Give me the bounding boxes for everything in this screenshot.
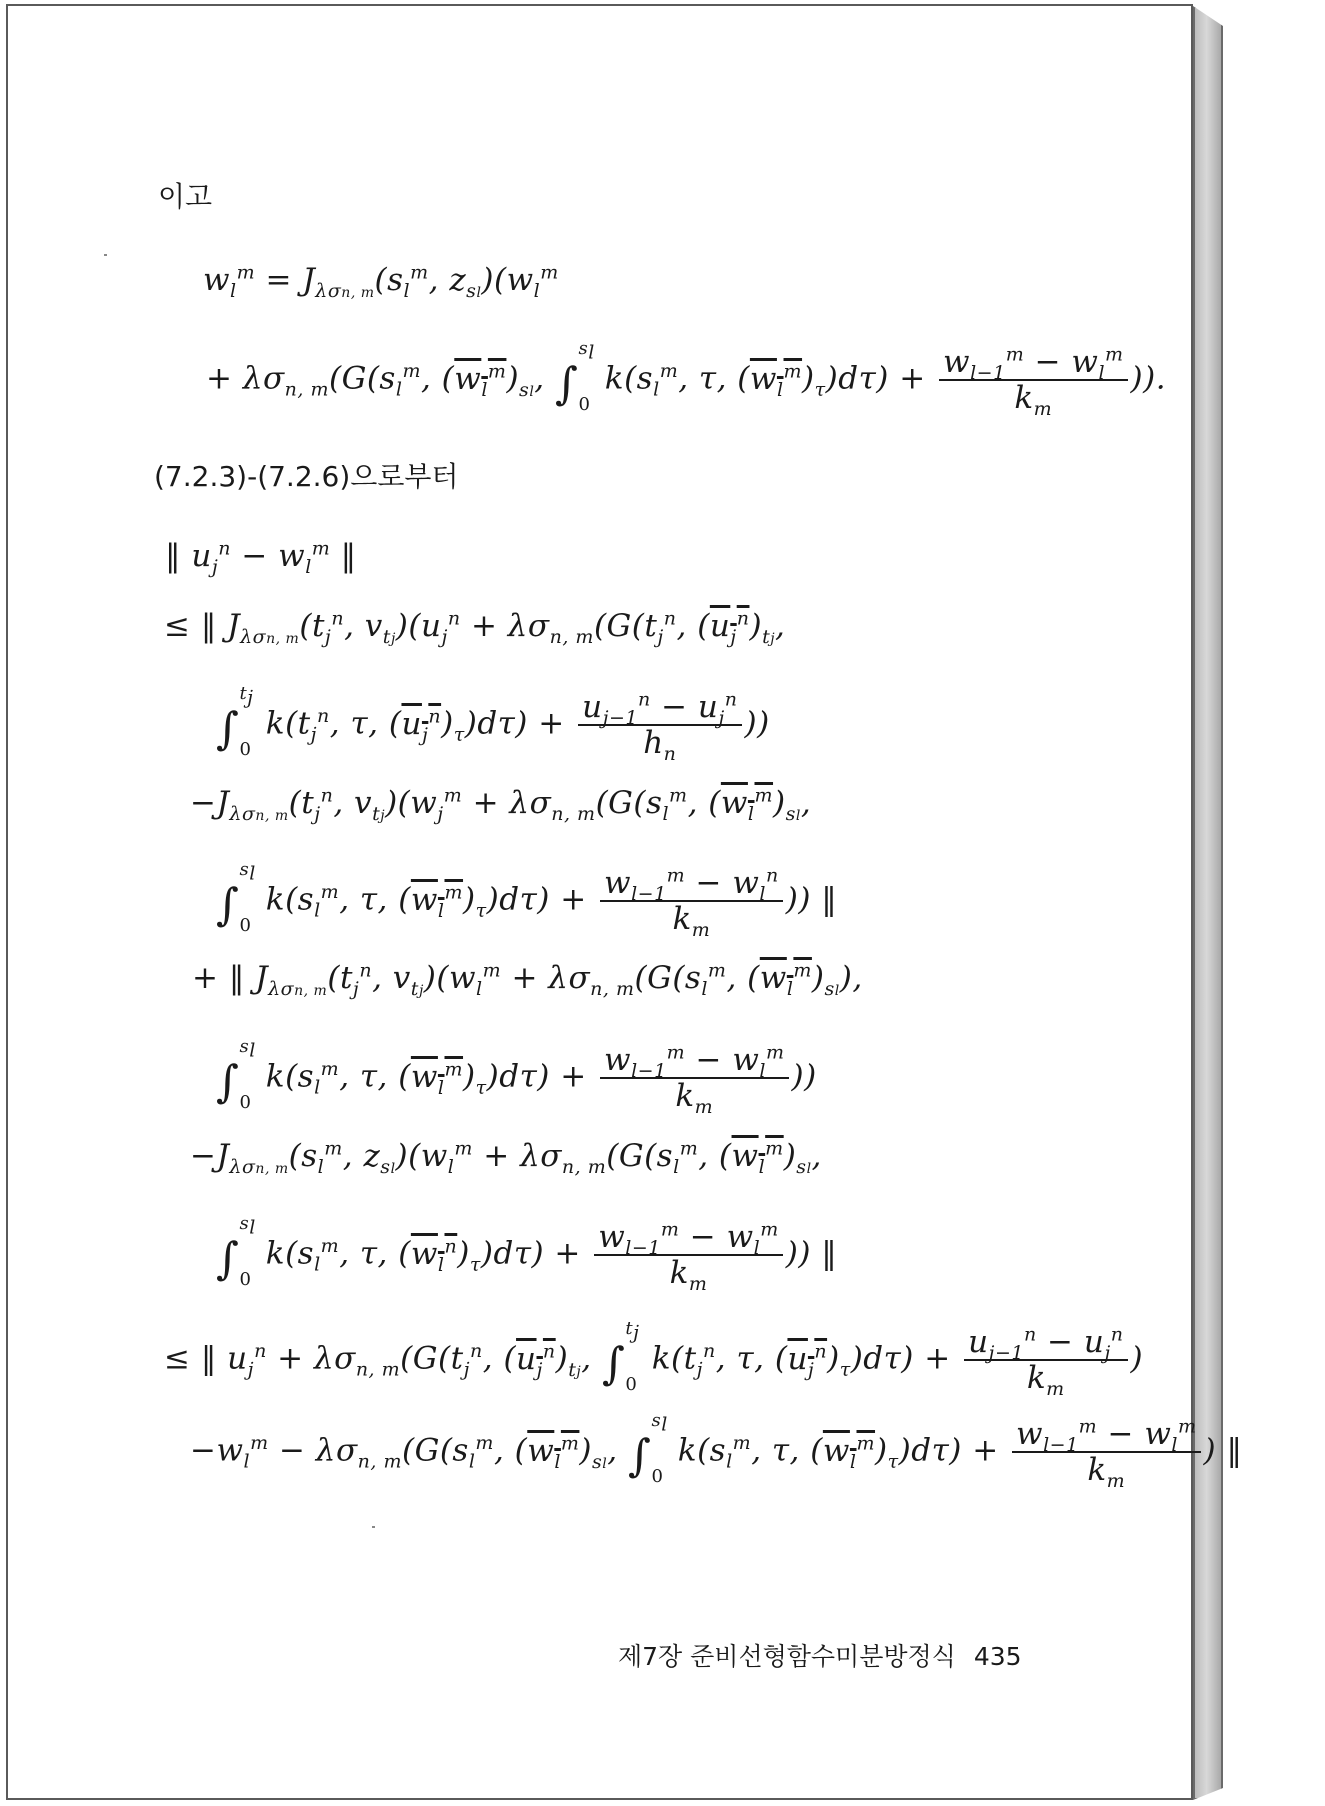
equation-ineq2-line1: ≤ ‖ $u_j^n + \lambda\sigma_{n, m}(G(t_j^n$, $(u_j^n)_{tj}$, ∫ $t_j$ 0 $k(t_j^n$, τ, $(u_j^n)_\tau)d\tau$) + $\frac{u_{j-1}^n - u_j^n}{k_m}$ ) <box>164 1317 1144 1401</box>
equation-ineq1-line8: ∫ $s_l$ 0 $k(s_l^m$, τ, $(w_l^n)_\tau)d\tau$) + $\frac{w_{l-1}^m - w_l^m}{k_m}$ )) ‖ <box>216 1212 838 1296</box>
page-edge-shadow <box>1193 6 1223 1800</box>
equation-w-definition-line2: + $\lambda\sigma_{n, m}(G(s_l^m$, $(w_l^m)_{sl}$, ∫ $s_l$ 0 $k(s_l^m$, τ, $(w_l^m)_\tau)d\tau$) + $\frac{w_{l-1}^m - w_l^m}{k_m}$ )). <box>206 337 1167 421</box>
equation-ineq1-line1: ≤ ‖ $J_{\lambda\sigma n, m}(t_j^n$, $v_{tj})(u_j^n + \lambda\sigma_{n, m}(G(t_j^n$, $(u_j^n)_{tj}$, <box>164 607 786 649</box>
reference-text: (7.2.3)-(7.2.6)으로부터 <box>154 460 459 493</box>
scan-speck <box>104 254 107 256</box>
equation-ineq1-line5: + ‖ $J_{\lambda\sigma n, m}(t_j^n$, $v_{tj})(w_l^m + \lambda\sigma_{n, m}(G(s_l^m$, $(w_l^m)_{sl}$), <box>192 959 863 1001</box>
equation-ineq1-line3: $-J_{\lambda\sigma n, m}(t_j^n$, $v_{tj})(w_j^m + \lambda\sigma_{n, m}(G(s_l^m$, $(w_l^m)_{sl}$, <box>190 784 812 826</box>
page-footer <box>618 1637 1022 1673</box>
chapter-title: 제7장 준비선형함수미분방정식 <box>618 1642 956 1671</box>
page-number: 435 <box>973 1642 1022 1671</box>
equation-norm-lhs: ‖ $u_j^n - w_l^m$ ‖ <box>165 537 357 579</box>
scan-speck <box>372 1526 375 1528</box>
equation-ineq2-line2: $-w_l^m - \lambda\sigma_{n, m}(G(s_l^m$, $(w_l^m)_{sl}$, ∫ $s_l$ 0 $k(s_l^m$, τ, $(w_l^m)_\tau)d\tau$) + $\frac{w_{l-1}^m - w_l^m}{k_m}$ ) ‖ <box>190 1409 1243 1493</box>
equation-ineq1-line6: ∫ $s_l$ 0 $k(s_l^m$, τ, $(w_l^m)_\tau)d\tau$) + $\frac{w_{l-1}^m - w_l^m}{k_m}$ )) <box>216 1035 817 1119</box>
equation-w-definition-line1: $w_l^m = J_{\lambda\sigma n, m}(s_l^m$, $z_{sl})(w_l^m$ <box>203 261 559 303</box>
equation-ineq1-line4: ∫ $s_l$ 0 $k(s_l^m$, τ, $(w_l^m)_\tau)d\tau$) + $\frac{w_{l-1}^m - w_l^n}{k_m}$ )) ‖ <box>216 858 838 942</box>
intro-text: 이고 <box>158 180 213 213</box>
equation-ineq1-line2: ∫ $t_j$ 0 $k(t_j^n$, τ, $(u_j^n)_\tau)d\tau$) + $\frac{u_{j-1}^n - u_j^n}{h_n}$ )) <box>216 682 770 766</box>
equation-ineq1-line7: $-J_{\lambda\sigma n, m}(s_l^m$, $z_{sl})(w_l^m + \lambda\sigma_{n, m}(G(s_l^m$, $(w_l^m)_{sl}$, <box>190 1137 822 1179</box>
